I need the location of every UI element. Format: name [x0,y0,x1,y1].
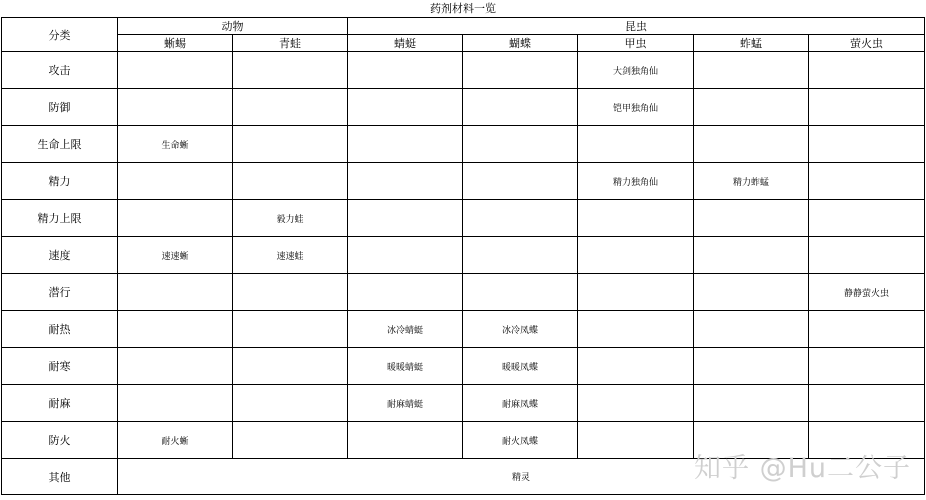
table-cell [809,52,925,89]
table-cell [809,385,925,422]
table-cell [348,52,463,89]
table-cell [233,163,348,200]
table-cell [463,274,578,311]
table-cell: 精力蚱蜢 [694,163,809,200]
table-row [2,163,925,200]
table-cell [578,274,694,311]
table-cell [118,385,233,422]
table-cell [348,163,463,200]
table-cell [463,52,578,89]
table-cell: 耐麻蜻蜓 [348,385,463,422]
table-cell: 冰冷蜻蜓 [348,311,463,348]
row-label: 潜行 [2,274,118,311]
table-cell: 铠甲独角仙 [578,89,694,126]
table-cell: 精力独角仙 [578,163,694,200]
header-dragonfly: 蜻蜓 [348,35,463,52]
row-label: 精力上限 [2,200,118,237]
header-firefly: 萤火虫 [809,35,925,52]
table-cell: 生命蜥 [118,126,233,163]
row-label: 防御 [2,89,118,126]
table-cell [694,89,809,126]
table-cell [578,422,694,459]
table-cell [809,237,925,274]
header-frog: 青蛙 [233,35,348,52]
table-cell [578,200,694,237]
table-cell [348,274,463,311]
table-cell [233,89,348,126]
table-cell [233,52,348,89]
table-cell [118,52,233,89]
table-cell [118,274,233,311]
other-value-cell: 精灵 [118,459,925,495]
table-cell [809,89,925,126]
table-cell [348,126,463,163]
table-cell: 耐火凤蝶 [463,422,578,459]
table-cell [809,163,925,200]
header-group-insects: 昆虫 [348,18,925,35]
table-cell [233,348,348,385]
header-beetle: 甲虫 [578,35,694,52]
table-cell [809,311,925,348]
table-cell: 速速蜥 [118,237,233,274]
table-cell [118,89,233,126]
row-label: 精力 [2,163,118,200]
header-lizard: 蜥蜴 [118,35,233,52]
row-label: 生命上限 [2,126,118,163]
table-cell [348,200,463,237]
row-label: 耐麻 [2,385,118,422]
table-cell [463,163,578,200]
watermark: 知乎 @Hu二公子 [694,453,911,484]
table-cell [233,422,348,459]
row-label: 耐寒 [2,348,118,385]
table-row [2,89,925,126]
table-cell [118,311,233,348]
table-row [2,200,925,237]
header-grasshopper: 蚱蜢 [694,35,809,52]
table-cell [694,385,809,422]
table-cell: 暖暖凤蝶 [463,348,578,385]
row-label: 耐热 [2,311,118,348]
table-cell [694,311,809,348]
table-cell [694,200,809,237]
table-cell: 静静萤火虫 [809,274,925,311]
table-row [2,126,925,163]
table-cell [578,385,694,422]
header-group-animals: 动物 [118,18,348,35]
table-cell [578,348,694,385]
table-cell [233,274,348,311]
table-cell [694,237,809,274]
table-cell [694,52,809,89]
table-cell [694,126,809,163]
table-row [2,237,925,274]
row-label: 攻击 [2,52,118,89]
table-cell [694,348,809,385]
row-label: 其他 [2,459,118,495]
table-cell [233,126,348,163]
table-cell [348,237,463,274]
table-cell [233,311,348,348]
row-label: 速度 [2,237,118,274]
table-cell [463,89,578,126]
row-label: 防火 [2,422,118,459]
page-title: 药剂材料一览 [430,2,496,15]
table-cell [809,200,925,237]
table-cell [578,311,694,348]
table-row [2,311,925,348]
header-butterfly: 蝴蝶 [463,35,578,52]
table-row [2,274,925,311]
table-cell [348,89,463,126]
header-category: 分类 [2,18,118,52]
table-cell [118,348,233,385]
table-cell: 冰冷凤蝶 [463,311,578,348]
table-cell [809,126,925,163]
table-cell [118,200,233,237]
table-cell [578,126,694,163]
table-cell [348,422,463,459]
table-row [2,52,925,89]
table-row [2,348,925,385]
table-cell: 大剑独角仙 [578,52,694,89]
table-body [2,52,925,495]
table-cell [694,274,809,311]
table-cell [233,385,348,422]
table-cell: 毅力蛙 [233,200,348,237]
table-row [2,385,925,422]
table-cell [118,163,233,200]
table-cell: 暖暖蜻蜓 [348,348,463,385]
table-cell [463,126,578,163]
table-cell: 耐火蜥 [118,422,233,459]
table-cell: 速速蛙 [233,237,348,274]
table-cell [463,200,578,237]
table-cell [463,237,578,274]
table-cell [578,237,694,274]
table-cell: 耐麻凤蝶 [463,385,578,422]
table-cell [809,348,925,385]
materials-table [1,17,925,495]
